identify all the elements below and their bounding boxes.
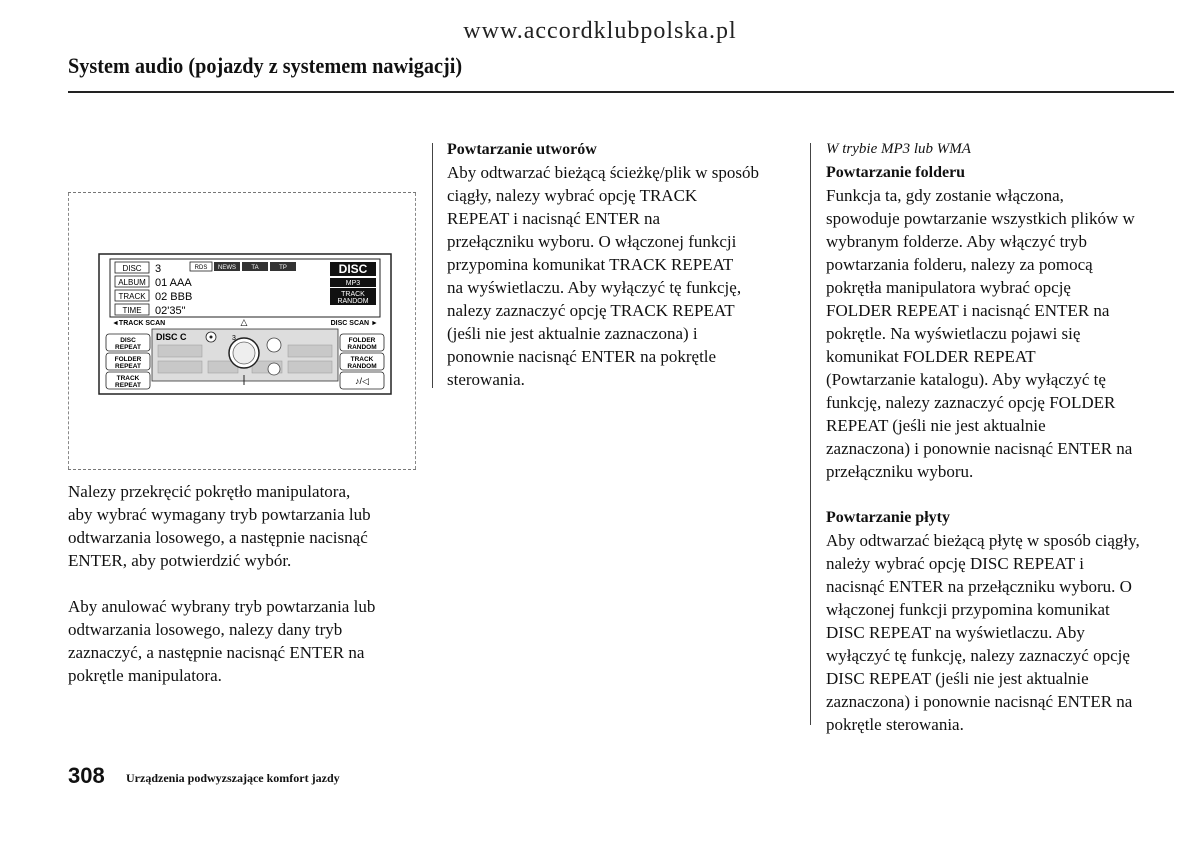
mode-note: W trybie MP3 lub WMA: [826, 141, 971, 157]
right-line: zaznaczona) i ponownie nacisnąć ENTER na: [826, 692, 1133, 711]
right-line: pokrętle sterowania.: [826, 715, 964, 734]
disc-repeat-line1: DISC: [120, 337, 136, 344]
right-line: REPEAT (jeśli nie jest aktualnie: [826, 416, 1046, 435]
track-repeat-line2: REPEAT: [115, 382, 141, 389]
folder-random-line2: RANDOM: [347, 344, 377, 351]
right-line: komunikat FOLDER REPEAT: [826, 347, 1036, 366]
section-title: System audio (pojazdy z systemem nawigacji): [68, 53, 463, 78]
right-line: wybranym folderze. Aby włączyć tryb: [826, 232, 1088, 251]
display-mode-line1: TRACK: [341, 291, 365, 298]
middle-line: (jeśli nie jest aktualnie zaznaczona) i: [447, 324, 698, 343]
disc-repeat-heading: Powtarzanie płyty: [826, 509, 950, 526]
right-button-column: [340, 334, 384, 389]
audio-symbol: ♪/◁: [355, 376, 369, 386]
middle-line: przełączniku wyboru. O włączonej funkcji: [447, 232, 737, 251]
folder-random-line1: FOLDER: [348, 337, 376, 344]
display-source: DISC: [338, 262, 368, 276]
right-line: pokrętła manipulatora wybrać opcję: [826, 278, 1071, 297]
display-value-album: 01 AAA: [155, 277, 192, 289]
right-line: zaznaczona) i ponownie nacisnąć ENTER na: [826, 439, 1133, 458]
disc-c-label: DISC C: [156, 332, 187, 342]
column-divider-left: [432, 143, 433, 388]
display-value-time: 02'35": [155, 305, 186, 317]
disc-scan-label: DISC SCAN ►: [330, 320, 378, 327]
right-line: należy wybrać opcję DISC REPEAT i: [826, 554, 1084, 573]
para2-line: pokrętle manipulatora.: [68, 666, 222, 685]
middle-line: nalezy zaznaczyć opcję TRACK REPEAT: [447, 301, 735, 320]
folder-repeat-line2: REPEAT: [115, 363, 141, 370]
display-format: MP3: [345, 280, 361, 287]
display-tag-album: ALBUM: [118, 278, 146, 287]
para2-line: zaznaczyć, a następnie nacisnąć ENTER na: [68, 643, 365, 662]
right-line: DISC REPEAT (jeśli nie jest aktualnie: [826, 669, 1089, 688]
para1-line: aby wybrać wymagany tryb powtarzania lub: [68, 505, 371, 524]
indicator-rds: RDS: [194, 265, 208, 271]
track-repeat-heading: Powtarzanie utworów: [447, 141, 597, 158]
right-line: Funkcja ta, gdy zostanie włączona,: [826, 186, 1064, 205]
right-line: spowoduje powtarzanie wszystkich plików w: [826, 209, 1135, 228]
middle-line: REPEAT i nacisnąć ENTER na: [447, 209, 661, 228]
display-value-disc: 3: [155, 263, 162, 275]
para1-line: ENTER, aby potwierdzić wybór.: [68, 551, 292, 570]
right-line: wyłączyć tę funkcję, nalezy zaznaczyć opcję: [826, 646, 1130, 665]
track-repeat-line1: TRACK: [116, 375, 140, 382]
column-divider-right: [810, 143, 811, 725]
middle-column: [447, 138, 799, 391]
para1-line: odtwarzania losowego, a następnie nacisnąć: [68, 528, 368, 547]
track-random-line1: TRACK: [350, 356, 374, 363]
display-tag-track: TRACK: [118, 292, 146, 301]
disc-repeat-line2: REPEAT: [115, 344, 141, 351]
right-line: powtarzania folderu, nalezy za pomocą: [826, 255, 1093, 274]
right-line: pokrętle. Na wyświetlaczu pojawi się: [826, 324, 1081, 343]
right-column: [826, 138, 1176, 736]
audio-unit-illustration: [98, 253, 392, 395]
page-number: 308: [68, 763, 105, 788]
right-line: DISC REPEAT na wyświetlaczu. Aby: [826, 623, 1085, 642]
middle-line: ciągły, nalezy wybrać opcję TRACK: [447, 186, 698, 205]
middle-line: ponownie nacisnąć ENTER na pokrętle: [447, 347, 717, 366]
para2-line: Aby anulować wybrany tryb powtarzania lub: [68, 597, 376, 616]
para2-line: odtwarzania losowego, nalezy dany tryb: [68, 620, 343, 639]
indicator-tp: TP: [279, 265, 287, 271]
track-scan-label: ◄TRACK SCAN: [112, 320, 166, 327]
middle-line: na wyświetlaczu. Aby wyłączyć tę funkcję,: [447, 278, 742, 297]
track-random-line2: RANDOM: [347, 363, 377, 370]
right-line: (Powtarzanie katalogu). Aby wyłączyć tę: [826, 370, 1106, 389]
scan-triangle: △: [240, 317, 248, 327]
indicator-news: NEWS: [218, 265, 236, 271]
folder-repeat-line1: FOLDER: [114, 356, 142, 363]
display-indicators: [190, 262, 296, 271]
right-line: przełączniku wyboru.: [826, 462, 974, 481]
display-tag-time: TIME: [122, 306, 142, 315]
left-column: [68, 480, 418, 687]
folder-repeat-heading: Powtarzanie folderu: [826, 164, 966, 181]
display-tag-disc: DISC: [122, 264, 142, 273]
right-line: nacisnąć ENTER na przełączniku wyboru. O: [826, 577, 1132, 596]
right-line: Aby odtwarzać bieżącą płytę w sposób ciągły,: [826, 531, 1140, 550]
right-line: funkcję, nalezy zaznaczyć opcję FOLDER: [826, 393, 1116, 412]
right-line: FOLDER REPEAT i nacisnąć ENTER na: [826, 301, 1110, 320]
para1-line: Nalezy przekręcić pokrętło manipulatora,: [68, 482, 351, 501]
site-watermark: www.accordklubpolska.pl: [463, 18, 737, 44]
middle-line: sterowania.: [447, 370, 525, 389]
right-line: włączonej funkcji przypomina komunikat: [826, 600, 1110, 619]
header-rule: [68, 91, 1174, 93]
middle-line: przypomina komunikat TRACK REPEAT: [447, 255, 734, 274]
left-button-column: [106, 334, 150, 389]
chapter-title: Urządzenia podwyzszające komfort jazdy: [126, 771, 340, 785]
display-mode-line2: RANDOM: [337, 298, 369, 305]
display-value-track: 02 BBB: [155, 291, 193, 303]
disc-c-number: 3: [232, 335, 236, 342]
middle-line: Aby odtwarzać bieżącą ścieżkę/plik w sposób: [447, 163, 760, 182]
indicator-ta: TA: [251, 265, 259, 271]
